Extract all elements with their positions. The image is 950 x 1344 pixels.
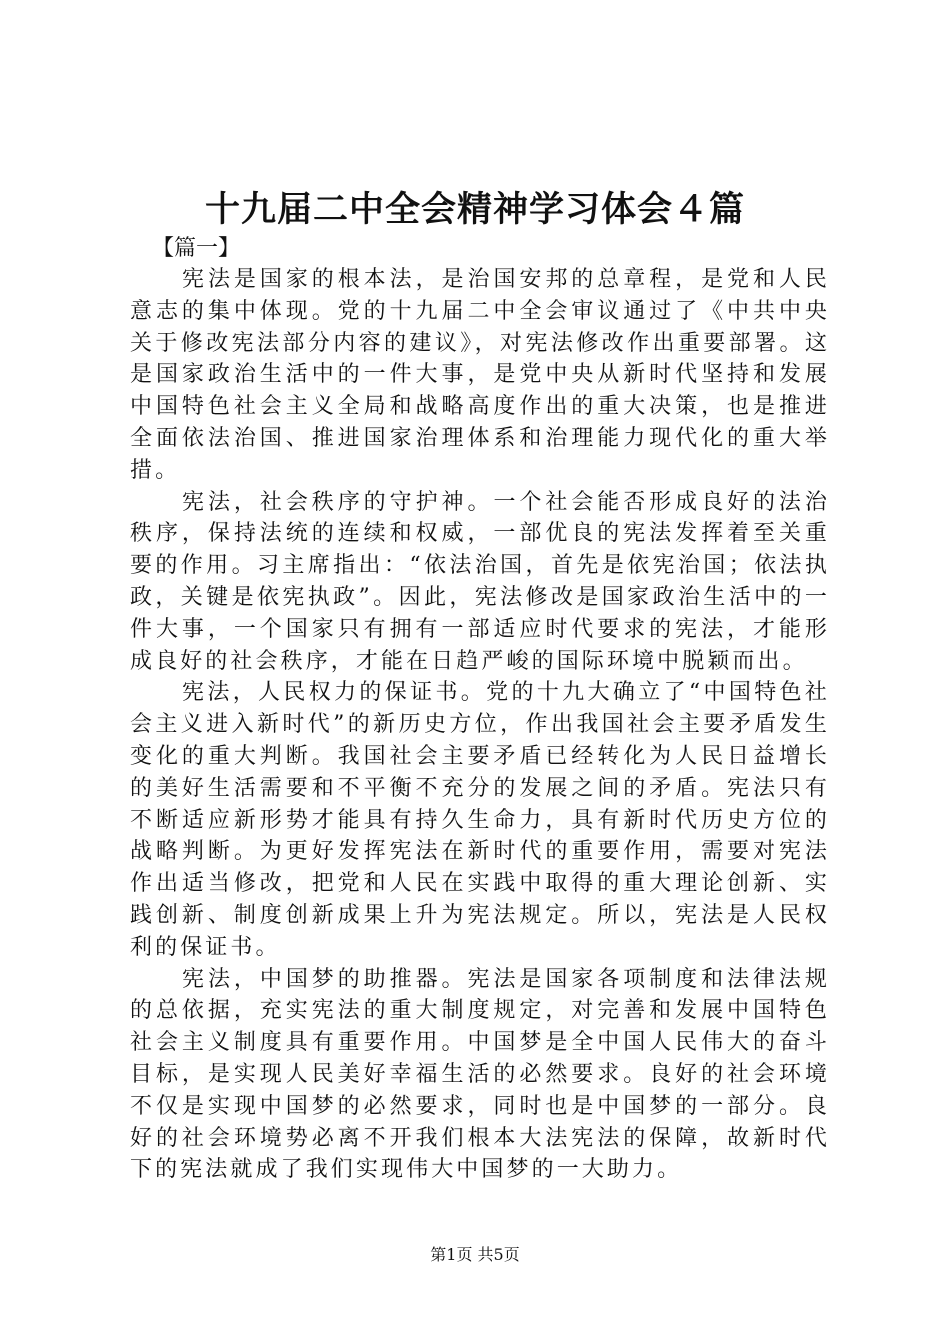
paragraph: 宪法，社会秩序的守护神。一个社会能否形成良好的法治秩序，保持法统的连续和权威，一部优良的宪法发挥着至关重要的作用。习主席指出：“依法治国，首先是依宪治国；依法执政，关键是依宪执政”。因此，宪法修改是国家政治生活中的一件大事，一个国家只有拥有一部适应时代要求的宪法，才能形成良好的社会秩序，才能在日趋严峻的国际环境中脱颖而出。 — [130, 489, 830, 674]
section-label: 【篇一】 — [152, 236, 241, 261]
paragraph: 宪法，人民权力的保证书。党的十九大确立了“中国特色社会主义进入新时代”的新历史方位，作出我国社会主要矛盾发生变化的重大判断。我国社会主要矛盾已经转化为人民日益增长的美好生活需要和不平衡不充分的发展之间的矛盾。宪法只有不断适应新形势才能具有持久生命力，具有新时代历史方位的战略判断。为更好发挥宪法在新时代的重要作用，需要对宪法作出适当修改，把党和人民在实践中取得的重大理论创新、实践创新、制度创新成果上升为宪法规定。所以，宪法是人民权利的保证书。 — [130, 680, 830, 960]
paragraph: 宪法，中国梦的助推器。宪法是国家各项制度和法律法规的总依据，充实宪法的重大制度规定，对完善和发展中国特色社会主义制度具有重要作用。中国梦是全中国人民伟大的奋斗目标，是实现人民美好幸福生活的必然要求。良好的社会环境不仅是实现中国梦的必然要求，同时也是中国梦的一部分。良好的社会环境势必离不开我们根本大法宪法的保障，故新时代下的宪法就成了我们实现伟大中国梦的一大助力。 — [130, 966, 830, 1183]
document-title: 十九届二中全会精神学习体会４篇 — [204, 189, 745, 230]
document-body — [130, 264, 830, 1186]
page-footer: 第1页 共5页 — [430, 1245, 520, 1264]
paragraph: 宪法是国家的根本法，是治国安邦的总章程，是党和人民意志的集中体现。党的十九届二中全会审议通过了《中共中央关于修改宪法部分内容的建议》，对宪法修改作出重要部署。这是国家政治生活中的一件大事，是党中央从新时代坚持和发展中国特色社会主义全局和战略高度作出的重大决策，也是推进全面依法治国、推进国家治理体系和治理能力现代化的重大举措。 — [130, 267, 830, 483]
